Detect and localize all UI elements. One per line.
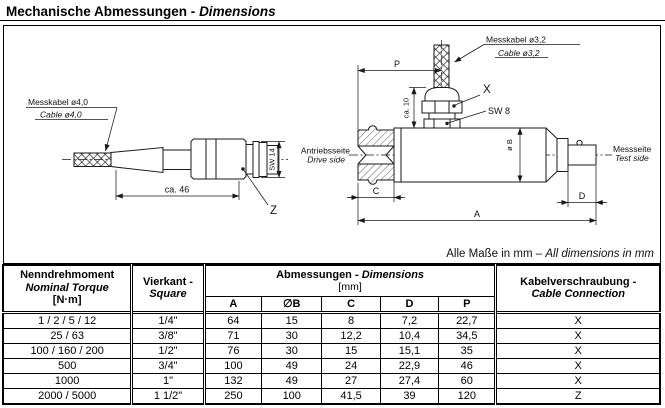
cell-b: 49 (262, 373, 322, 388)
cell-a: 64 (204, 312, 261, 328)
cell-a: 250 (204, 388, 261, 404)
header-square: Vierkant - Square (132, 265, 204, 312)
x-reference-label: X (483, 84, 491, 96)
header-cable-connection: Kabelverschraubung - Cable Connection (496, 265, 660, 312)
table-row (3, 328, 660, 343)
table-row (3, 358, 660, 373)
cell-torque: 1000 (3, 373, 132, 388)
cell-p: 22,7 (439, 312, 496, 328)
header-col-a: A (204, 296, 261, 312)
cell-b: 15 (262, 312, 322, 328)
gland-upper-hex (422, 101, 462, 113)
ca10-dimension-label: ca. 10 (401, 97, 411, 119)
cell-d: 10,4 (380, 328, 438, 343)
cell-square: 1/4" (132, 312, 204, 328)
dimensions-table (2, 264, 661, 405)
cell-c: 24 (322, 358, 380, 373)
cell-p: 34,5 (439, 328, 496, 343)
technical-drawing (4, 26, 660, 263)
cell-c: 8 (322, 312, 380, 328)
cell-d: 15,1 (380, 343, 438, 358)
cable-label-english: Cable ø3,2 (498, 48, 540, 58)
units-note-german: Alle Maße in mm (446, 248, 533, 260)
header-dimensions-group: Abmessungen - Dimensions [mm] (204, 265, 496, 296)
cell-a: 71 (204, 328, 261, 343)
cell-b: 30 (262, 328, 322, 343)
b-dimension-label: ø B (505, 139, 514, 151)
cell-square: 3/4" (132, 358, 204, 373)
sensor-body (394, 128, 546, 182)
p-dimension-label: P (393, 59, 401, 69)
drive-section-top (358, 126, 394, 146)
sw14-dimension-label: SW 14 (267, 148, 277, 171)
page-title (0, 0, 665, 21)
gland-collar (429, 113, 455, 119)
sensor-step (557, 139, 568, 172)
cell-torque: 500 (3, 358, 132, 373)
cell-torque: 100 / 160 / 200 (3, 343, 132, 358)
cell-cable: Z (496, 388, 660, 404)
z-reference-label: Z (270, 205, 278, 217)
cell-b: 30 (262, 343, 322, 358)
cell-d: 22,9 (380, 358, 438, 373)
cell-b: 100 (262, 388, 322, 404)
cell-p: 60 (439, 373, 496, 388)
sw8-label: SW 8 (488, 106, 511, 116)
cable-right (434, 45, 449, 88)
cell-cable: X (496, 373, 660, 388)
cell-d: 7,2 (380, 312, 438, 328)
cable-boot (111, 148, 163, 173)
cell-a: 100 (204, 358, 261, 373)
drive-section-bottom (358, 164, 394, 184)
c-dimension-label: C (372, 186, 380, 196)
drive-side-label-german: Antriebsseite (300, 145, 350, 156)
page-title-english: Dimensions (199, 4, 276, 19)
cell-p: 35 (439, 343, 496, 358)
table-row (3, 388, 660, 404)
drawing-frame (3, 25, 661, 264)
cell-cable: X (496, 328, 660, 343)
plug-ring-2 (253, 142, 259, 178)
cell-square: 1 1/2" (132, 388, 204, 404)
cell-c: 15 (322, 343, 380, 358)
test-side-square (568, 145, 596, 165)
length-dimension-label: ca. 46 (164, 184, 190, 195)
header-col-c: C (322, 296, 380, 312)
page-title-german: Mechanische Abmessungen - (6, 4, 200, 19)
cell-d: 39 (380, 388, 438, 404)
table-row (3, 373, 660, 388)
header-nominal-torque: Nenndrehmoment Nominal Torque [N·m] (3, 265, 132, 312)
x-reference-dot (452, 104, 455, 107)
header-col-b: ∅B (262, 296, 322, 312)
cell-d: 27,4 (380, 373, 438, 388)
cell-torque: 2000 / 5000 (3, 388, 132, 404)
plug-shaft (163, 150, 191, 170)
cell-square: 1" (132, 373, 204, 388)
cell-torque: 1 / 2 / 5 / 12 (3, 312, 132, 328)
cell-c: 41,5 (322, 388, 380, 404)
torque-sensor-drawing (301, 35, 652, 226)
plug-ring-3 (259, 143, 267, 177)
test-side-label-german: Messseite (613, 144, 652, 154)
cell-a: 76 (204, 343, 261, 358)
header-col-d: D (380, 296, 438, 312)
a-dimension-label: A (473, 209, 481, 219)
units-note-english: All dimensions in mm (545, 248, 654, 260)
gland-dome (425, 88, 459, 102)
cell-c: 12,2 (322, 328, 380, 343)
left-connector-drawing (26, 97, 288, 217)
cable-label-german: Messkabel ø3,2 (486, 34, 546, 45)
cell-p: 46 (439, 358, 496, 373)
cable-label-german: Messkabel ø4,0 (28, 97, 88, 107)
d-dimension-label: D (578, 191, 586, 201)
cell-cable: X (496, 358, 660, 373)
cell-a: 132 (204, 373, 261, 388)
cell-cable: X (496, 312, 660, 328)
cell-b: 49 (262, 358, 322, 373)
cell-square: 1/2" (132, 343, 204, 358)
cell-p: 120 (439, 388, 496, 404)
cell-torque: 25 / 63 (3, 328, 132, 343)
cell-c: 27 (322, 373, 380, 388)
test-side-label-english: Test side (615, 153, 649, 163)
cell-square: 3/8" (132, 328, 204, 343)
gland-lower-hex (424, 119, 460, 128)
plug-ring-1 (246, 145, 253, 175)
drive-side-label-english: Drive side (307, 154, 345, 165)
header-col-p: P (439, 296, 496, 312)
sw8-dot (445, 122, 448, 125)
cable-left (74, 153, 111, 167)
cell-cable: X (496, 343, 660, 358)
table-row (3, 343, 660, 358)
units-note: Alle Maße in mm – All dimensions in mm (446, 248, 654, 260)
plug-body (191, 139, 246, 179)
cable-label-english: Cable ø4,0 (40, 109, 82, 120)
table-row (3, 312, 660, 328)
